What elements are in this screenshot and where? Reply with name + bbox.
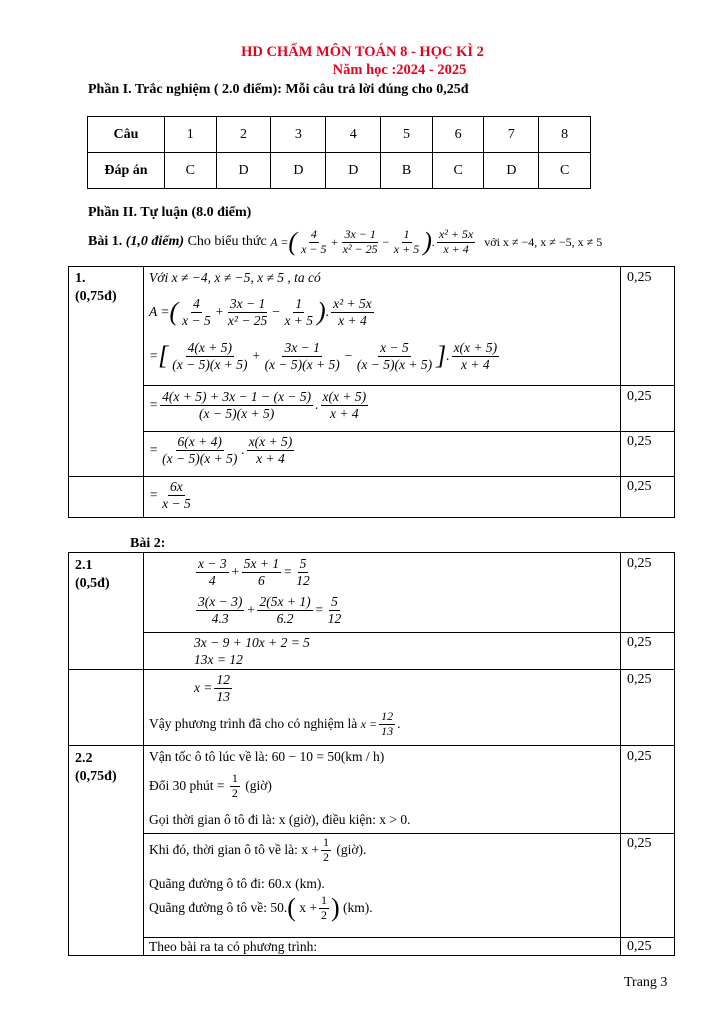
bai1-condition: với x ≠ −4, x ≠ −5, x ≠ 5 — [484, 234, 603, 249]
convert-text: Đổi 30 phút = $\frac{1}{2}$ (giờ) — [149, 771, 272, 800]
eq-line-1: 3x − 9 + 10x + 2 = 5 — [194, 635, 310, 650]
step-4: = $\frac{6(x + 4)}{(x - 5)(x + 5)}$ . $\frac{x(x + 5)}{x + 4}$ — [149, 434, 293, 466]
bai2-label: Bài 2: — [130, 536, 166, 551]
speed-text: Vận tốc ô tô lúc về là: 60 − 10 = 50(km / h) — [149, 749, 385, 764]
answer-cell: D — [271, 153, 326, 189]
section-label: 2.2 — [75, 751, 93, 766]
dist-back-post: (km). — [343, 900, 373, 916]
let-time: Gọi thời gian ô tô đi là: x (giờ), điều kiện: x > 0. — [149, 812, 411, 827]
divider — [143, 833, 674, 834]
expression-A: A = ( $\frac{4}{x - 5}$ + $\frac{3x - 1}{\text{x² − 25}}$ − $\frac{1}{x + 5}$ ) . $\frac{\text{x² + 5x}}{x + 4}$ — [270, 226, 474, 256]
divider — [143, 552, 144, 955]
question-number: 7 — [484, 117, 539, 153]
score: 0,25 — [627, 479, 652, 494]
step-2: = [ $\frac{4(x + 5)}{(x - 5)(x + 5)}$ + $\frac{3x - 1}{(x - 5)(x + 5)}$ − $\frac{x - 5}{(x - 5)(x + 5)}$ ] . $\frac{x(x + 5)}{x + 4}$ — [149, 340, 498, 372]
section-points: (0,75đ) — [75, 289, 117, 304]
answer-cell: D — [484, 153, 539, 189]
part2-heading: Phần II. Tự luận (8.0 điểm) — [88, 205, 252, 220]
dist-back: Quãng đường ô tô về: 50. ( x + $\frac{1}{2}$ ) (km). — [149, 893, 373, 923]
answer-cell: B — [381, 153, 433, 189]
dist-go: Quãng đường ô tô đi: 60.x (km). — [149, 876, 325, 891]
table-row — [88, 117, 591, 153]
conclusion: Vậy phương trình đã cho có nghiệm là x = $\frac{12}{13}$ . — [149, 709, 401, 738]
question-number: 4 — [326, 117, 381, 153]
question-number: 2 — [216, 117, 271, 153]
divider — [143, 431, 674, 432]
question-number: 1 — [165, 117, 217, 153]
answer-cell: C — [432, 153, 484, 189]
section-points: (0,75đ) — [75, 769, 117, 784]
answer-cell: C — [539, 153, 591, 189]
header-cell: Đáp án — [88, 153, 165, 189]
school-year: Năm học :2024 - 2025 — [332, 62, 467, 78]
score: 0,25 — [627, 270, 652, 285]
return-time-post: (giờ). — [336, 842, 367, 858]
divider — [68, 476, 674, 477]
question-number: 5 — [381, 117, 433, 153]
bai1-points: (1,0 điểm) — [125, 234, 185, 249]
return-time: Khi đó, thời gian ô tô về là: x + $\frac{1}{2}$ (giờ). — [149, 835, 367, 864]
divider — [143, 937, 674, 938]
section-points: (0,5đ) — [75, 576, 110, 591]
dist-back-pre: Quãng đường ô tô về: 50. — [149, 900, 288, 916]
divider — [143, 632, 674, 633]
score: 0,25 — [627, 389, 652, 404]
intro-text: Với x ≠ −4, x ≠ −5, x ≠ 5 , ta có — [149, 270, 321, 285]
question-number: 6 — [432, 117, 484, 153]
part1-heading: Phần I. Trắc nghiệm ( 2.0 điểm): Mỗi câu trả lời đúng cho 0,25đ — [88, 82, 469, 97]
step-3: = $\frac{4(x + 5) + 3x - 1 - (x - 5)}{(x - 5)(x + 5)}$ . $\frac{x(x + 5)}{x + 4}$ — [149, 389, 367, 421]
bai1-text: Cho biểu thức — [187, 234, 267, 249]
bai1-statement — [88, 222, 602, 262]
answer-table — [87, 116, 591, 189]
divider — [143, 266, 144, 517]
eq-2-1-a: $\frac{x - 3}{4}$ + $\frac{5x + 1}{6}$ = $\frac{5}{12}$ — [198, 556, 310, 588]
answer-cell: D — [216, 153, 271, 189]
score: 0,25 — [627, 556, 652, 571]
score: 0,25 — [627, 635, 652, 650]
question-number: 8 — [539, 117, 591, 153]
convert-pre: Đổi 30 phút = — [149, 778, 225, 794]
divider — [620, 266, 621, 517]
score: 0,25 — [627, 434, 652, 449]
divider — [143, 385, 674, 386]
eq-2-1-b: $\frac{3(x - 3)}{4.3}$ + $\frac{2(5x + 1)}{6.2}$ = $\frac{5}{12}$ — [198, 594, 342, 626]
conclusion-text: Vậy phương trình đã cho có nghiệm là — [149, 716, 358, 732]
answer-cell: C — [165, 153, 217, 189]
score: 0,25 — [627, 836, 652, 851]
question-number: 3 — [271, 117, 326, 153]
answer-cell: D — [326, 153, 381, 189]
section-label: 2.1 — [75, 558, 93, 573]
table-row — [88, 153, 591, 189]
equation-intro: Theo bài ra ta có phương trình: — [149, 939, 318, 954]
solution-x: x = $\frac{12}{13}$ — [194, 672, 230, 704]
divider — [68, 669, 674, 670]
bai1-label: Bài 1. — [88, 234, 123, 249]
eq-line-2: 13x = 12 — [194, 652, 243, 667]
score: 0,25 — [627, 672, 652, 687]
page-number: Trang 3 — [624, 975, 668, 990]
section-label: 1. — [75, 271, 86, 286]
score: 0,25 — [627, 749, 652, 764]
divider — [620, 552, 621, 955]
step-1: A = ( $\frac{4}{x - 5}$ + $\frac{3x - 1}{\text{x² − 25}}$ − $\frac{1}{x + 5}$ ) . $\frac{\text{x² + 5x}}{x + 4}$ — [149, 296, 372, 328]
return-time-pre: Khi đó, thời gian ô tô về là: x + — [149, 842, 319, 858]
step-5: = $\frac{6x}{x - 5}$ — [149, 479, 191, 511]
page-title: HD CHẤM MÔN TOÁN 8 - HỌC KÌ 2 — [241, 44, 484, 60]
score: 0,25 — [627, 939, 652, 954]
convert-post: (giờ) — [245, 778, 272, 794]
divider — [68, 745, 674, 746]
header-cell: Câu — [88, 117, 165, 153]
